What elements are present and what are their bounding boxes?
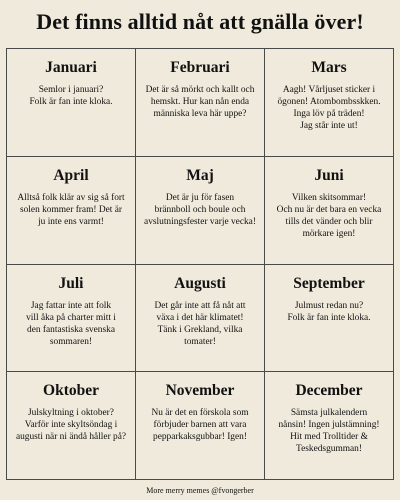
month-name: Oktober [43,382,99,400]
month-cell-november [136,372,265,480]
month-name: Mars [311,59,347,76]
month-cell-januari [7,49,136,157]
month-cell-september [265,265,394,373]
month-name: November [165,382,235,400]
month-complaint: Det går inte att få nåt att växa i det här klimatet! Tänk i Grekland, vilka tomater! [154,300,246,347]
month-grid [6,48,394,480]
month-name: December [295,382,363,400]
month-complaint: Alltså folk klär av sig så fort solen kommer fram! Det är ju inte ens varmt! [17,192,125,227]
month-complaint: Det är ju för fasen brännboll och boule och avslutningsfester varje vecka! [144,192,256,227]
month-name: Augusti [174,274,226,292]
month-complaint: Semlor i januari? Folk är fan inte kloka. [29,85,113,107]
month-name: Juli [58,274,84,292]
month-name: April [53,166,89,184]
month-cell-december [265,372,394,480]
month-cell-februari [136,49,265,157]
month-name: September [293,274,365,292]
month-cell-juli [7,265,136,373]
month-complaint: Nu är det en förskola som förbjuder barnen att vara pepparkaksgubbar! Igen! [151,408,249,443]
month-complaint: Det är så mörkt och kallt och hemskt. Hur kan nån enda människa leva här uppe? [145,85,255,119]
month-complaint: Jag fattar inte att folk vill åka på charter mitt i den fantastiska svenska sommaren! [26,300,116,347]
month-cell-april [7,157,136,265]
month-cell-augusti [136,265,265,373]
month-complaint: Julskyltning i oktober? Varför inte skyltsöndag i augusti när ni ändå håller på? [15,408,127,443]
month-name: Januari [45,59,97,76]
month-cell-juni [265,157,394,265]
month-name: Maj [186,166,214,184]
month-cell-maj [136,157,265,265]
month-complaint: Vilken skitsommar! Och nu är det bara en vecka tills det vänder och blir mörkare igen! [276,192,382,239]
month-complaint: Aagh! Vårljuset sticker i ögonen! Atombombsskken. Inga löv på träden! Jag står inte ut! [277,85,381,131]
page-title: Det finns alltid nåt att gnälla över! [36,9,364,34]
month-complaint: Julmust redan nu? Folk är fan inte kloka. [287,300,371,323]
month-name: Juni [314,166,344,184]
month-cell-mars [265,49,394,157]
month-cell-oktober [7,372,136,480]
month-complaint: Sämsta julkalendern nånsin! Ingen julstämning! Hit med Trolltider & Teskedsgumman! [278,408,380,455]
month-name: Februari [170,59,230,76]
footer-credit: More merry memes @fvongerber [146,486,254,495]
